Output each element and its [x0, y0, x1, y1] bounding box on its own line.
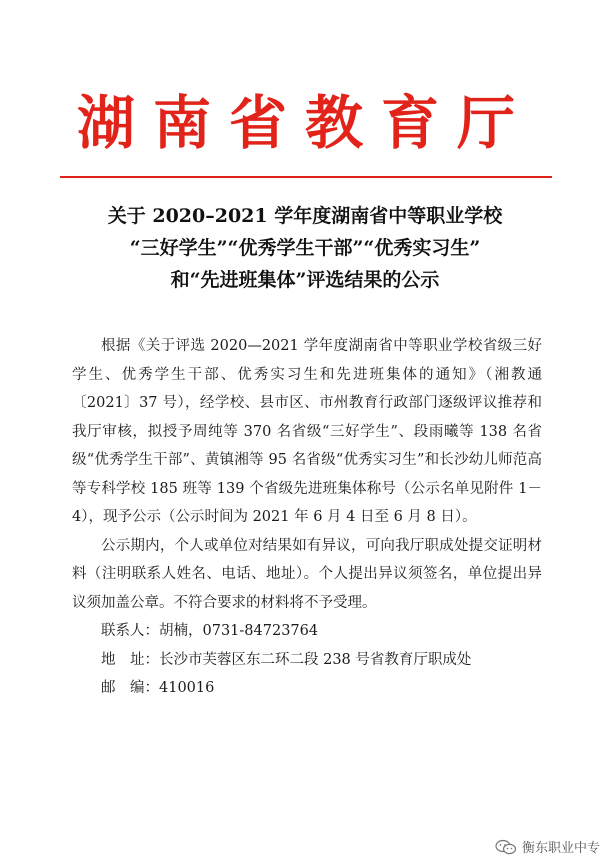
- contact-person-label: 联系人：: [101, 623, 159, 639]
- body-paragraph-2: 公示期内，个人或单位对结果如有异议，可向我厅职成处提交证明材料（注明联系人姓名、电话、地址）。个人提出异议须签名，单位提出异议须加盖公章。不符合要求的材料将不予受理。: [72, 537, 542, 611]
- wechat-icon: [495, 839, 517, 855]
- contact-postcode-label: 邮 编：: [101, 680, 159, 696]
- document-title: [40, 200, 570, 296]
- body-paragraph-1: 根据《关于评选 2020—2021 学年度湖南省中等职业学校省级三好学生、优秀学生干部、优秀实习生和先进班集体的通知》（湘教通〔2021〕37 号），经学校、县市区、市州教育行政部门逐级评议推荐和我厅审核，拟授予周纯等 370 名省级“三好学生”、段雨曦等 138 名省级“优秀学生干部”、黄镇湘等 95 名省级“优秀实习生”和长沙幼儿师范高等专科学校 185 班等 139 个省级先进班集体称号（公示名单见附件 1－4），现予公示（公示时间为 2021 年 6 月 4 日至 6 月 8 日）。: [72, 338, 542, 525]
- contact-person: [72, 617, 542, 646]
- title-line-3: 和“先进班集体”评选结果的公示: [170, 269, 440, 291]
- contact-postcode-value: 410016: [159, 680, 215, 696]
- contact-address: [72, 646, 542, 675]
- document-body: [72, 332, 542, 703]
- watermark: [495, 837, 600, 856]
- watermark-text: 衡东职业中专: [521, 841, 600, 856]
- org-header: 湖南省教育厅: [76, 89, 533, 157]
- title-line-1: 关于 2020–2021 学年度湖南省中等职业学校: [107, 205, 503, 227]
- contact-address-value: 长沙市芙蓉区东二环二段 238 号省教育厅职成处: [159, 651, 472, 668]
- header-divider: [60, 176, 552, 178]
- contact-postcode: [72, 674, 542, 703]
- title-line-2: “三好学生”“优秀学生干部”“优秀实习生”: [129, 237, 481, 259]
- contact-person-value: 胡楠，0731-84723764: [159, 623, 319, 639]
- contact-address-label: 地 址：: [101, 651, 159, 668]
